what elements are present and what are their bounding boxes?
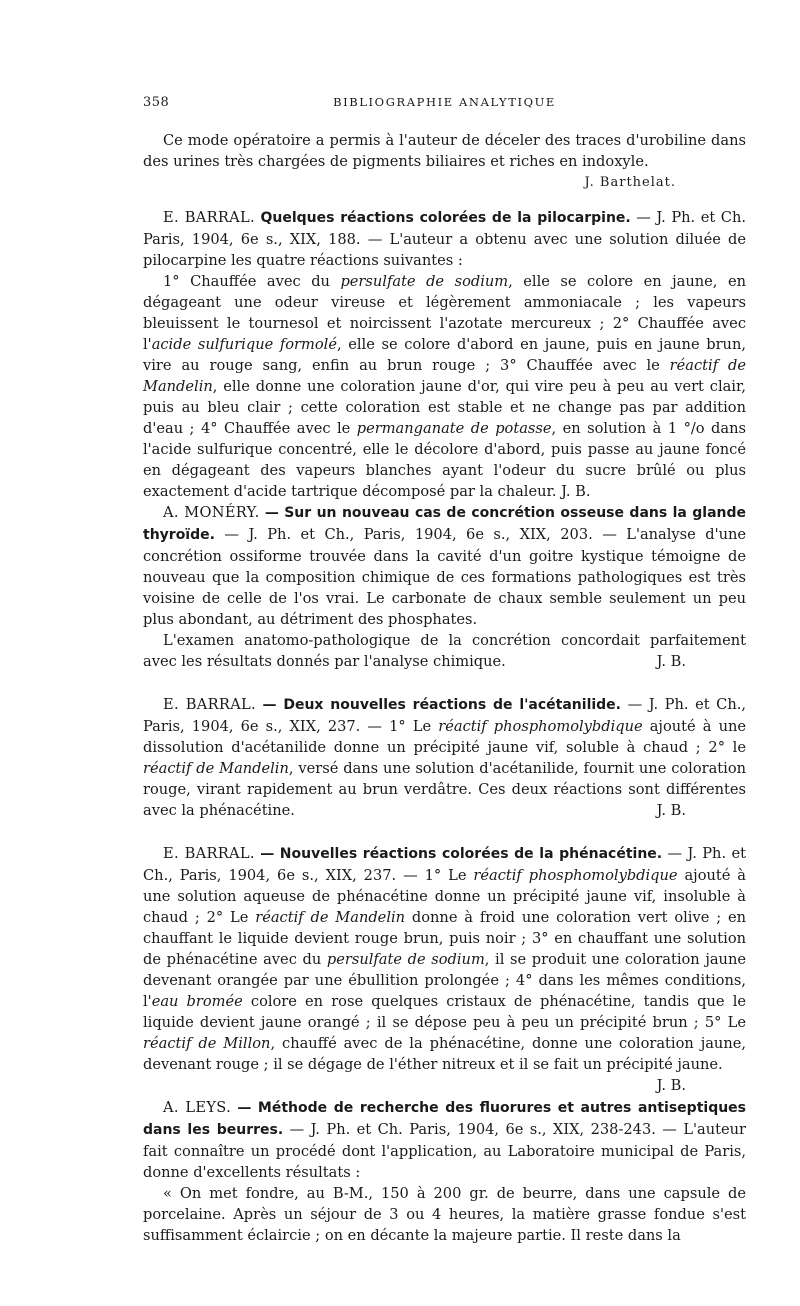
abstract-entry <box>143 843 747 1094</box>
entry-citation: — J. Ph. et Ch. Paris, 1904, 6e s., XIX, 238-243. — <box>289 1121 677 1138</box>
text-run: colore en rose quelques cristaux de phénacétine, tandis que le liquide devient jaune orangé ; il se dépose peu à peu un précipité brun ; 5° Le <box>143 993 746 1031</box>
abstract-entry <box>143 1097 746 1246</box>
reagent-name: réactif de Mandelin <box>143 760 289 777</box>
entry-body <box>143 271 746 502</box>
entry-signature: J. B. <box>656 653 686 670</box>
entry-title: Quelques réactions colorées de la pilocarpine. <box>260 210 631 226</box>
intro-block <box>143 130 746 193</box>
entry-signature: J. B. <box>656 1077 686 1094</box>
entry-citation: — J. Ph. et Ch., Paris, 1904, 6e s., XIX, 203. — <box>224 526 617 543</box>
page-number: 358 <box>143 95 170 110</box>
entry-author: E. BARRAL. <box>163 696 256 713</box>
text-run: 1° Le <box>389 718 439 735</box>
text-run: donne à froid une coloration vert olive ; en chauffant le liquide devient rouge brun, puis noir ; 3° en chauffant une solution de phénacétine avec du <box>143 909 746 968</box>
reagent-name: réactif phosphomolybdique <box>438 718 643 735</box>
entry-author: E. BARRAL. <box>163 845 255 862</box>
entry-title: — Méthode de recherche des fluorures et autres antiseptiques dans les beurres. <box>143 1100 747 1138</box>
text-run: , elle se colore en jaune, en dégageant une odeur vireuse et légèrement ammoniacale ; les vapeurs bleuissent le tournesol et noircissent l'azotate mercureux ; 2° Chauffée avec l' <box>143 273 746 353</box>
text-run: 1° Chauffée avec du <box>163 273 341 290</box>
abstract-entry <box>143 694 746 821</box>
entry-signature: J. B. <box>561 483 591 500</box>
reagent-name: acide sulfurique formolé <box>151 336 337 353</box>
entry-heading <box>143 694 746 821</box>
text-run: ajouté à une solution aqueuse de phénacétine donne un précipité jaune vif, insoluble à chaud ; 2° Le <box>143 867 747 926</box>
text-run: , il se produit une coloration jaune devenant orangée par une ébullition prolongée ; 4° dans les mêmes conditions, l' <box>143 951 746 1010</box>
reagent-name: réactif de Mandelin <box>255 909 406 926</box>
entry-author: A. MONÉRY. <box>163 504 260 521</box>
reagent-name: réactif de Mandelin <box>143 357 746 395</box>
text-run: ajouté à une dissolution d'acétanilide donne un précipité jaune vif, soluble à chaud ; 2° le <box>143 718 746 756</box>
intro-paragraph: Ce mode opératoire a permis à l'auteur de déceler des traces d'urobiline dans des urines très chargées de pigments biliaires et riches en indoxyle. <box>143 132 746 170</box>
entry-title: — Sur un nouveau cas de concrétion osseuse dans la glande thyroïde. <box>143 505 747 543</box>
reagent-name: permanganate de potasse <box>356 420 552 437</box>
running-title: BIBLIOGRAPHIE ANALYTIQUE <box>333 95 556 109</box>
entry-intro: L'auteur a obtenu avec une solution diluée de pilocarpine les quatre réactions suivantes : <box>143 231 746 269</box>
entry-heading <box>143 1097 746 1183</box>
text-run: , en solution à 1 °/o dans l'acide sulfurique concentré, elle le décolore d'abord, puis passe au jaune foncé en dégageant des vapeurs blanches ayant l'odeur du sucre brûlé ou plus exactement d'acide tartrique décomposé par la chaleur. <box>143 420 746 500</box>
text-run: , versé dans une solution d'acétanilide, fournit une coloration rouge, virant rapidement au brun verdâtre. Ces deux réactions sont différentes avec la phénacétine. <box>143 760 747 819</box>
entry-citation: — J. Ph. et Ch. Paris, 1904, 6e s., XIX, 188. — <box>143 209 746 248</box>
abstract-entry <box>143 502 746 672</box>
reagent-name: eau bromée <box>151 993 243 1010</box>
text-run: L'examen anatomo-pathologique de la concrétion concordait parfaitement avec les résultats donnés par l'analyse chimique. <box>143 632 746 670</box>
entry-heading <box>143 502 746 630</box>
reagent-name: réactif phosphomolybdique <box>473 867 678 884</box>
text-run: , chauffé avec de la phénacétine, donne une coloration jaune, devenant rouge ; il se dégage de l'éther nitreux et il se fait un précipité jaune. <box>143 1035 747 1073</box>
entry-body: L'analyse d'une concrétion ossiforme trouvée dans la cavité d'un goitre kystique témoigne de nouveau que la composition chimique de ces formations pathologiques est très voisine de celle de l'os vrai. Le carbonate de chaux semble seulement un peu plus abondant, au détriment des phosphates. <box>143 526 747 628</box>
abstract-entry <box>143 207 746 502</box>
entry-heading <box>143 843 747 1094</box>
text-run: , elle donne une coloration jaune d'or, qui vire peu à peu au vert clair, puis au bleu clair ; cette coloration est stable et ne change pas par addition d'eau ; 4° Chauffée avec le <box>143 378 746 437</box>
entry-body <box>143 630 746 672</box>
running-head <box>143 92 746 114</box>
text-run: 1° Le <box>424 867 474 884</box>
entry-citation: — J. Ph. et Ch., Paris, 1904, 6e s., XIX, 237. — <box>143 696 746 735</box>
entry-heading <box>143 207 746 271</box>
entry-author: A. LEYS. <box>163 1099 232 1116</box>
entry-body: « On met fondre, au B-M., 150 à 200 gr. de beurre, dans une capsule de porcelaine. Après un séjour de 3 ou 4 heures, la matière grasse fondue s'est suffisamment éclaircie ; on en décante la majeure partie. Il reste dans la <box>143 1185 746 1244</box>
intro-signature: J. Barthelat. <box>584 175 676 190</box>
reagent-name: persulfate de sodium <box>340 273 509 290</box>
text-run: , elle se colore d'abord en jaune, puis en jaune brun, vire au rouge sang, enfin au brun rouge ; 3° Chauffée avec le <box>143 336 746 374</box>
reagent-name: persulfate de sodium <box>326 951 485 968</box>
entry-author: E. BARRAL. <box>163 209 255 226</box>
entry-title: — Deux nouvelles réactions de l'acétanilide. <box>262 697 621 713</box>
entry-signature: J. B. <box>656 802 686 819</box>
reagent-name: réactif de Millon <box>143 1035 271 1052</box>
entry-citation: — J. Ph. et Ch., Paris, 1904, 6e s., XIX, 237. — <box>143 845 746 884</box>
entry-title: — Nouvelles réactions colorées de la phénacétine. <box>260 846 663 862</box>
entry-body: L'auteur fait connaître un procédé dont l'application, au Laboratoire municipal de Paris, donne d'excellents résultats : <box>143 1121 746 1181</box>
